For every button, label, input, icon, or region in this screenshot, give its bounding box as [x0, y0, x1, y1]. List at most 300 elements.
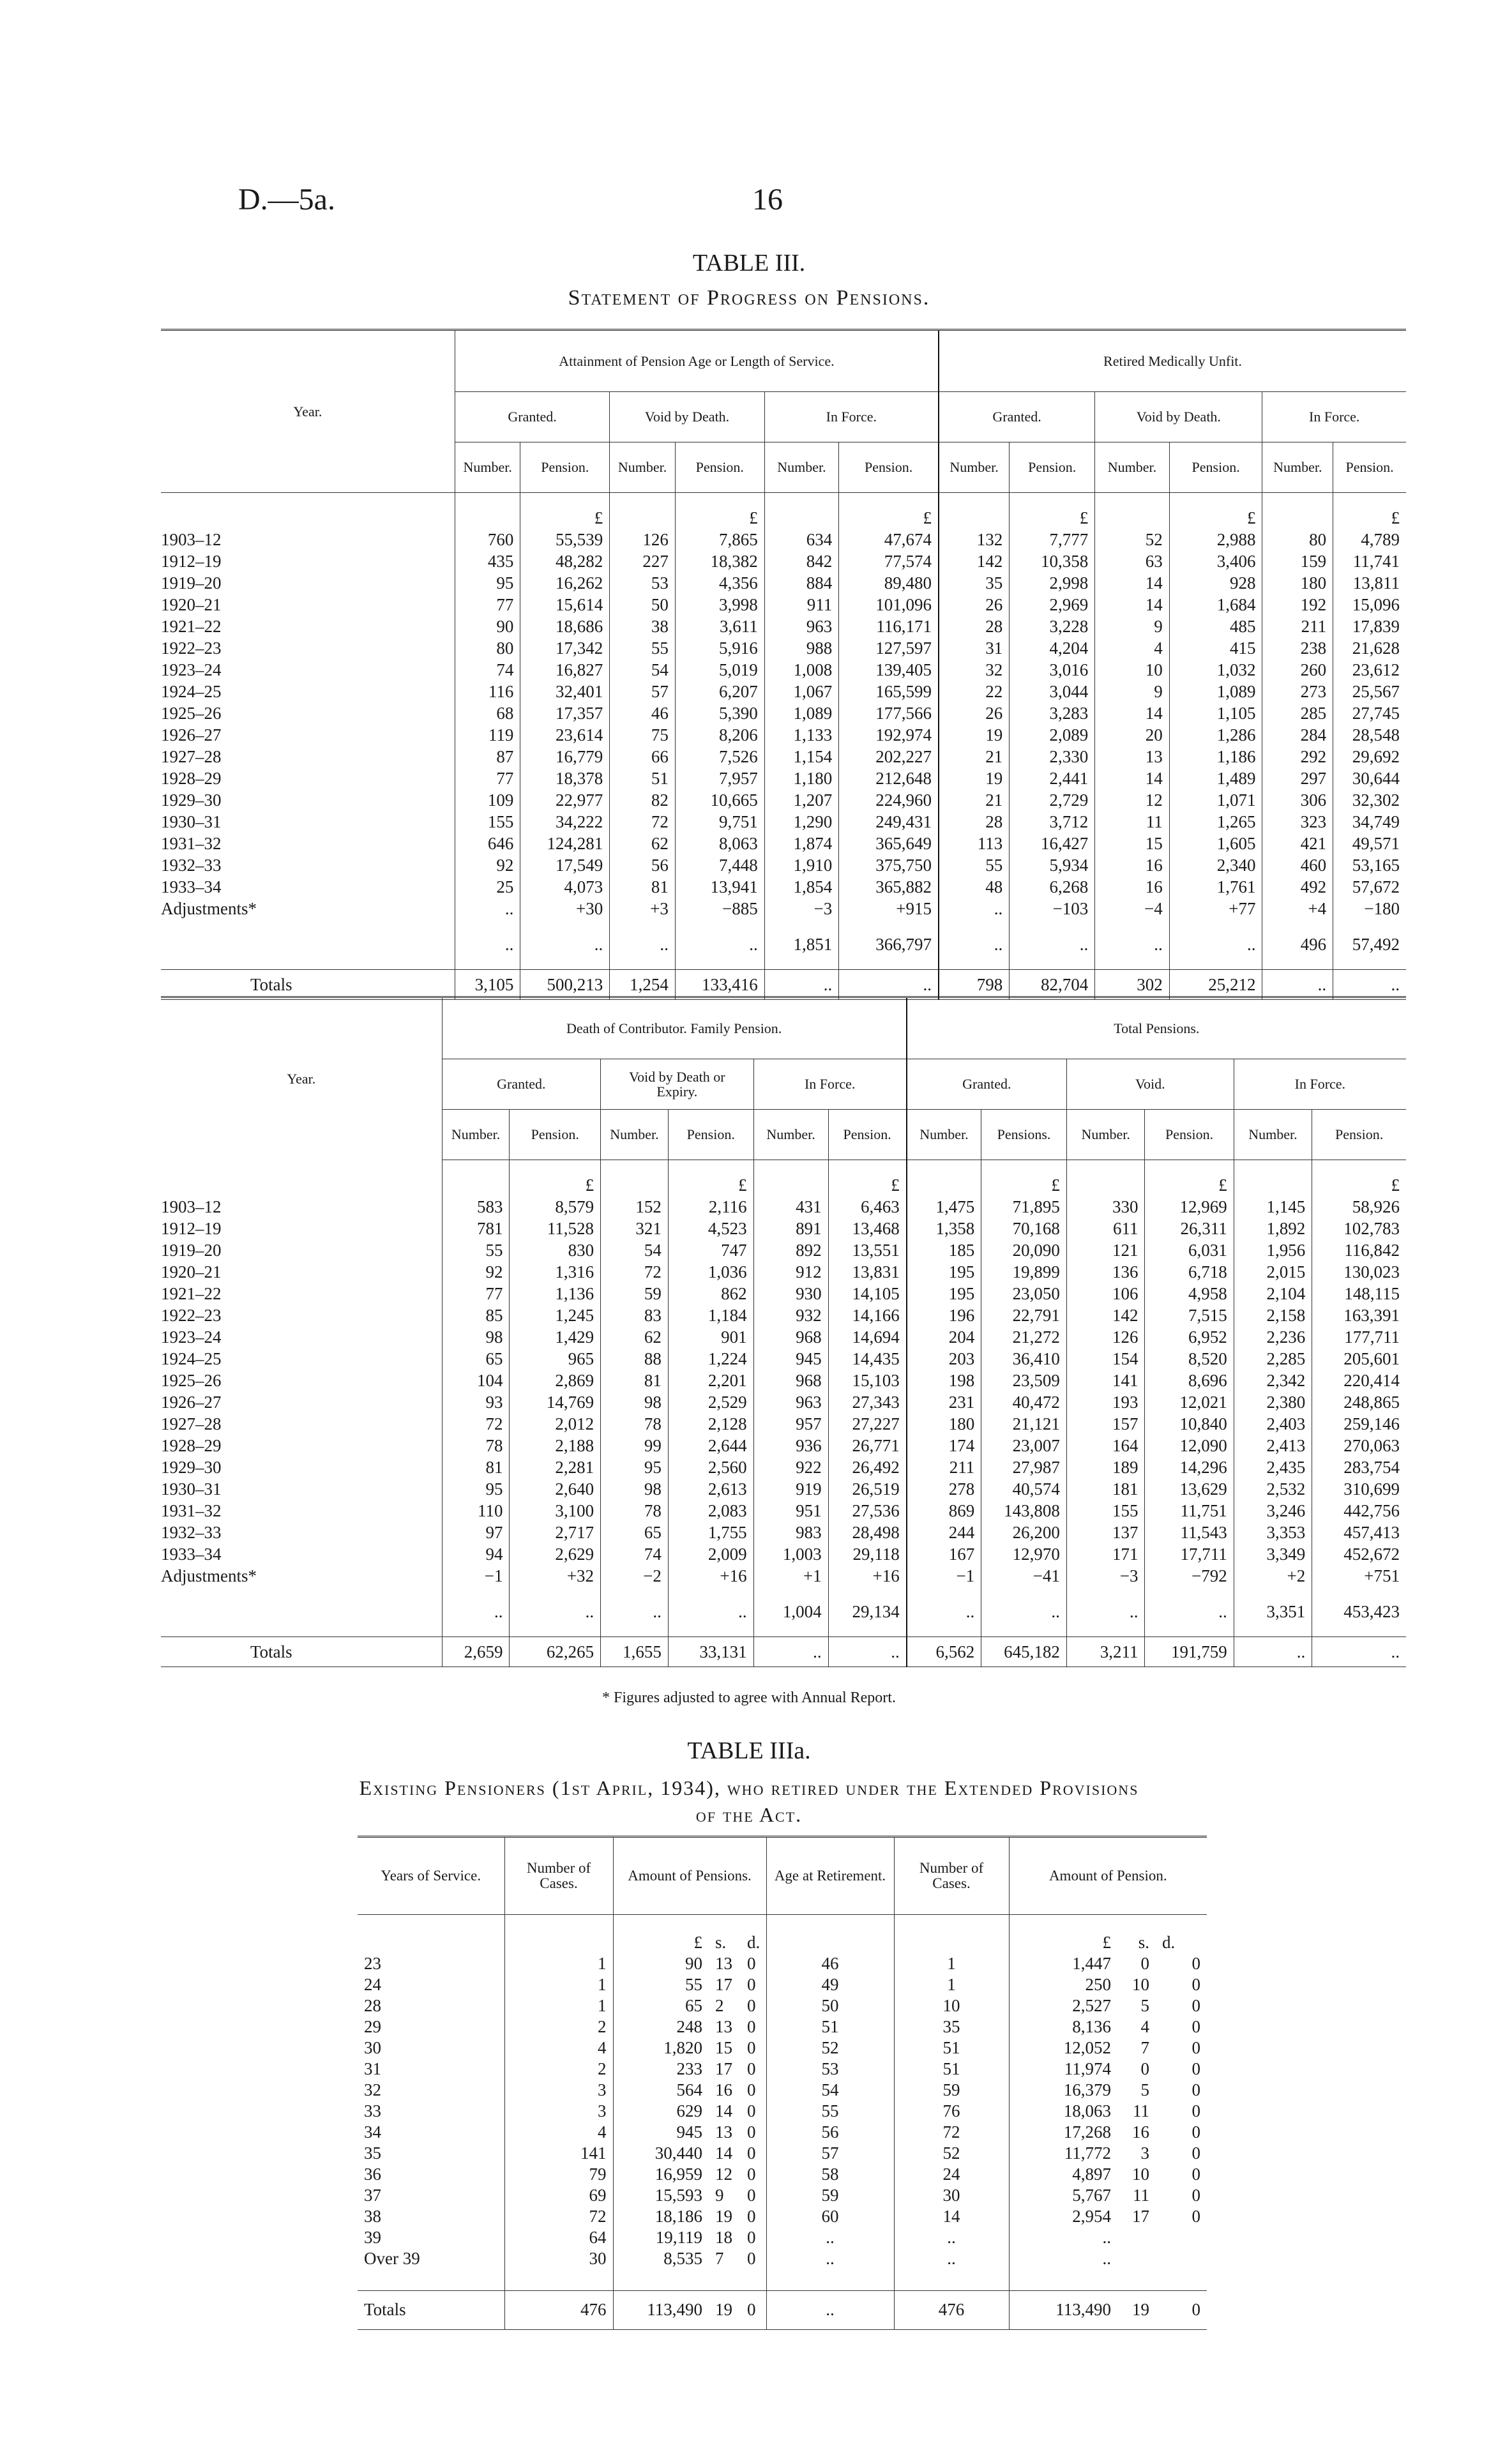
col-amount-of-pensions: Amount of Pensions. — [613, 1837, 766, 1915]
unit-pound: £ — [668, 1160, 753, 1197]
table-cell: 46 — [610, 702, 676, 724]
table-cell: .. — [894, 2227, 1009, 2248]
table-cell: 56 — [766, 2122, 894, 2143]
group-header-family-pension: Death of Contributor. Family Pension. — [442, 997, 907, 1059]
table-cell: 51 — [766, 2016, 894, 2037]
table-cell: 97 — [442, 1522, 510, 1543]
table-cell: 6,952 — [1145, 1326, 1234, 1348]
col-pension: Pension. — [828, 1110, 907, 1160]
table-cell — [1117, 2227, 1156, 2248]
table-cell: 1 — [504, 1953, 613, 1974]
table-cell: 963 — [753, 1391, 828, 1413]
table-cell: 59 — [894, 2080, 1009, 2101]
table3a-title: TABLE IIIa. — [687, 1737, 811, 1764]
table-cell: 212,648 — [839, 767, 939, 789]
table-cell: 15 — [715, 2037, 732, 2057]
table-cell: 957 — [753, 1413, 828, 1435]
table-cell: 4,204 — [1010, 637, 1095, 659]
table-cell: 4,897 — [1009, 2164, 1117, 2185]
table-cell: 92 — [455, 854, 520, 876]
subheader-inforce: In Force. — [1234, 1059, 1406, 1110]
table-cell: 3,611 — [675, 616, 764, 637]
table-cell: 181 — [1066, 1478, 1145, 1500]
subheader-granted: Granted. — [939, 392, 1095, 442]
table-cell: 51 — [610, 767, 676, 789]
table-row — [161, 572, 1406, 594]
table-cell: 14,296 — [1145, 1456, 1234, 1478]
table-cell: 1 — [504, 1995, 613, 2016]
table-cell: 19 — [1117, 2290, 1156, 2329]
table-cell: 629 — [613, 2101, 709, 2122]
table-cell: .. — [1066, 1601, 1145, 1622]
table-cell: 1,003 — [753, 1543, 828, 1565]
table-cell: 76 — [894, 2101, 1009, 2122]
table-cell: 211 — [1262, 616, 1333, 637]
table-cell: 136 — [1066, 1261, 1145, 1283]
table-cell: 15,103 — [828, 1370, 907, 1391]
table-cell: 152 — [601, 1196, 669, 1218]
table-cell: 33,131 — [668, 1637, 753, 1667]
table-cell: 16,427 — [1010, 833, 1095, 854]
table-cell: 121 — [1066, 1239, 1145, 1261]
table-cell: 244 — [907, 1522, 981, 1543]
table-cell: 4,789 — [1333, 529, 1406, 550]
unit-pound: £ — [520, 493, 610, 529]
table-cell: 14 — [1095, 594, 1170, 616]
table-row — [358, 2122, 1207, 2143]
table-row — [358, 2016, 1207, 2037]
unit-shilling: s. — [715, 1932, 727, 1952]
row-year: 1929–30 — [161, 1458, 222, 1477]
table-cell: 3 — [504, 2101, 613, 2122]
subheader-inforce: In Force. — [753, 1059, 907, 1110]
table-cell: 26,771 — [828, 1435, 907, 1456]
table-row — [161, 1326, 1406, 1348]
table-cell: 302 — [1095, 970, 1170, 1000]
table-cell: 8,579 — [510, 1196, 601, 1218]
table-cell: 435 — [455, 550, 520, 572]
table-cell: 159 — [1262, 550, 1333, 572]
table-cell: 57 — [766, 2143, 894, 2164]
table-cell: 259,146 — [1312, 1413, 1406, 1435]
table-cell: 104 — [442, 1370, 510, 1391]
table-cell: 25,212 — [1169, 970, 1262, 1000]
table-cell: 12,970 — [981, 1543, 1067, 1565]
subheader-granted: Granted. — [442, 1059, 600, 1110]
table-cell: .. — [510, 1601, 601, 1622]
col-number-of-cases: Number of Cases. — [504, 1837, 613, 1915]
document-reference: D.—5a. — [238, 183, 335, 216]
table-cell: 1,089 — [764, 702, 839, 724]
table-cell: 55 — [610, 637, 676, 659]
table-cell: 59 — [601, 1283, 669, 1304]
table-cell: 51 — [894, 2059, 1009, 2080]
table-cell: 202,227 — [839, 746, 939, 767]
row-year: 1933–34 — [161, 1545, 222, 1564]
table-cell: 1,820 — [613, 2037, 709, 2059]
table-cell: 2,435 — [1234, 1456, 1312, 1478]
table-cell: 10 — [1132, 2164, 1149, 2184]
table-cell: 0 — [747, 2059, 756, 2078]
table-cell: 2,158 — [1234, 1304, 1312, 1326]
table-cell: 220,414 — [1312, 1370, 1406, 1391]
table-cell: 62 — [601, 1326, 669, 1348]
table-cell: 19,899 — [981, 1261, 1067, 1283]
col-pension: Pension. — [668, 1110, 753, 1160]
table-cell: 23,050 — [981, 1283, 1067, 1304]
table-cell: 15,593 — [613, 2185, 709, 2206]
col-pension: Pension. — [1333, 442, 1406, 493]
table-cell: 24 — [894, 2164, 1009, 2185]
table3-subtitle: Statement of Progress on Pensions. — [568, 286, 930, 310]
table-cell: .. — [1262, 970, 1333, 1000]
col-number: Number. — [1234, 1110, 1312, 1160]
table-cell: 17 — [715, 1974, 732, 1994]
table-cell: 1,133 — [764, 724, 839, 746]
table-cell: 17,839 — [1333, 616, 1406, 637]
table-cell: .. — [766, 2227, 894, 2248]
table-row — [161, 1478, 1406, 1500]
table-cell: +16 — [668, 1565, 753, 1587]
table-row — [161, 789, 1406, 811]
table-cell: .. — [668, 1601, 753, 1622]
table-cell: 7,957 — [675, 767, 764, 789]
table-cell: 53 — [766, 2059, 894, 2080]
table-cell: 19 — [939, 724, 1010, 746]
table-cell: 98 — [601, 1478, 669, 1500]
table-cell: .. — [675, 933, 764, 955]
table-cell: 892 — [753, 1239, 828, 1261]
table-cell: 57,492 — [1333, 933, 1406, 955]
table-cell: 10,665 — [675, 789, 764, 811]
table-cell: 13,629 — [1145, 1478, 1234, 1500]
table-cell: 1,136 — [510, 1283, 601, 1304]
table-cell: 38 — [610, 616, 676, 637]
table-cell: 5,934 — [1010, 854, 1095, 876]
table-cell: .. — [1234, 1637, 1312, 1667]
table-cell: 78 — [601, 1500, 669, 1522]
table-cell: 55,539 — [520, 529, 610, 550]
table-cell: 26,200 — [981, 1522, 1067, 1543]
table-row — [161, 529, 1406, 550]
table-cell: 3,105 — [455, 970, 520, 1000]
table-cell: .. — [610, 933, 676, 955]
table-cell: 945 — [753, 1348, 828, 1370]
table-cell: 77,574 — [839, 550, 939, 572]
col-number: Number. — [939, 442, 1010, 493]
table-cell: 98 — [601, 1391, 669, 1413]
table-cell: 16,779 — [520, 746, 610, 767]
row-year: 1931–32 — [161, 834, 222, 853]
table-cell: −792 — [1145, 1565, 1234, 1587]
table-cell: 8,696 — [1145, 1370, 1234, 1391]
table-cell: 2,403 — [1234, 1413, 1312, 1435]
table-cell: 65 — [442, 1348, 510, 1370]
table-cell: 457,413 — [1312, 1522, 1406, 1543]
table-cell: 80 — [1262, 529, 1333, 550]
table-cell: 17,268 — [1009, 2122, 1117, 2143]
table-cell: 278 — [907, 1478, 981, 1500]
table-cell: 11,974 — [1009, 2059, 1117, 2080]
subheader-granted: Granted. — [455, 392, 609, 442]
table3a-extended-provisions — [358, 1836, 1207, 2330]
table-cell: +1 — [753, 1565, 828, 1587]
table-cell: .. — [939, 898, 1010, 919]
table-cell: 869 — [907, 1500, 981, 1522]
table-cell: 1,910 — [764, 854, 839, 876]
table-row — [161, 637, 1406, 659]
table-cell: 14,694 — [828, 1326, 907, 1348]
row-year: 1932–33 — [161, 856, 222, 875]
col-number: Number. — [1262, 442, 1333, 493]
table-cell: 4 — [1140, 2016, 1149, 2036]
table-cell: 2,998 — [1010, 572, 1095, 594]
table-cell: 3 — [504, 2080, 613, 2101]
table-cell: 26 — [939, 702, 1010, 724]
table-cell: 25,567 — [1333, 681, 1406, 702]
col-number: Number. — [442, 1110, 510, 1160]
table-cell: 119 — [455, 724, 520, 746]
table-cell: 14 — [715, 2101, 732, 2120]
table-cell: 0 — [1192, 2016, 1201, 2036]
table-cell: 901 — [668, 1326, 753, 1348]
row-year: 1923–24 — [161, 1327, 222, 1347]
row-year: 1925–26 — [161, 1371, 222, 1390]
table-cell: 116,842 — [1312, 1239, 1406, 1261]
row-year: 1920–21 — [161, 595, 222, 614]
table-cell: 18,378 — [520, 767, 610, 789]
table-row — [358, 2143, 1207, 2164]
table-row — [161, 616, 1406, 637]
table-cell: 28 — [939, 616, 1010, 637]
table-row — [161, 1522, 1406, 1543]
table-cell: −885 — [675, 898, 764, 919]
table-row — [161, 1239, 1406, 1261]
table-cell: 18,686 — [520, 616, 610, 637]
table-cell: 2,236 — [1234, 1326, 1312, 1348]
table-cell: 2,954 — [1009, 2206, 1117, 2227]
table3a-subtitle-line2: of the Act. — [695, 1803, 803, 1826]
col-pension: Pension. — [1312, 1110, 1406, 1160]
row-years: 30 — [364, 2037, 381, 2057]
table-cell: 65 — [613, 1995, 709, 2016]
table-row — [161, 1348, 1406, 1370]
table-cell: 1,186 — [1169, 746, 1262, 767]
table-cell: 1,358 — [907, 1218, 981, 1239]
table-cell: 2,089 — [1010, 724, 1095, 746]
table-cell: 85 — [442, 1304, 510, 1326]
table-cell: 21 — [939, 789, 1010, 811]
table-cell: 2,560 — [668, 1456, 753, 1478]
table-row — [161, 854, 1406, 876]
table-cell: 1,180 — [764, 767, 839, 789]
table-cell: 2,629 — [510, 1543, 601, 1565]
table-cell: 2,659 — [442, 1637, 510, 1667]
table-cell: .. — [442, 1601, 510, 1622]
row-year: 1925–26 — [161, 704, 222, 723]
table-cell: 130,023 — [1312, 1261, 1406, 1283]
table-cell: 1,067 — [764, 681, 839, 702]
table-cell: 95 — [601, 1456, 669, 1478]
subheader-inforce: In Force. — [764, 392, 939, 442]
row-years: 24 — [364, 1974, 381, 1994]
table-cell: 27,745 — [1333, 702, 1406, 724]
table-row — [358, 2227, 1207, 2248]
table-cell: 297 — [1262, 767, 1333, 789]
col-number: Number. — [764, 442, 839, 493]
table-cell: 16 — [1095, 854, 1170, 876]
table-cell: 965 — [510, 1348, 601, 1370]
unit-pound: £ — [1312, 1160, 1406, 1197]
table-row — [161, 767, 1406, 789]
table-cell: −1 — [442, 1565, 510, 1587]
table-cell: 4 — [504, 2122, 613, 2143]
table-row — [161, 833, 1406, 854]
row-year: 1931–32 — [161, 1501, 222, 1520]
table-cell: 1,851 — [764, 933, 839, 955]
table-cell: 442,756 — [1312, 1500, 1406, 1522]
unit-pound: £ — [510, 1160, 601, 1197]
totals-row — [161, 970, 1406, 1000]
subheader-void: Void. — [1066, 1059, 1234, 1110]
row-year: 1903–12 — [161, 530, 222, 549]
table-cell: .. — [1169, 933, 1262, 955]
table-cell: 81 — [442, 1456, 510, 1478]
table-cell: 3,351 — [1234, 1601, 1312, 1622]
table-cell: 500,213 — [520, 970, 610, 1000]
table-cell: 8,206 — [675, 724, 764, 746]
table-cell: 496 — [1262, 933, 1333, 955]
table-cell: 912 — [753, 1261, 828, 1283]
row-year: 1912–19 — [161, 1219, 222, 1238]
table-cell: 1,447 — [1009, 1953, 1117, 1974]
table-row — [161, 1304, 1406, 1326]
table-cell: 55 — [766, 2101, 894, 2122]
table-cell: 2,441 — [1010, 767, 1095, 789]
col-pension: Pension. — [675, 442, 764, 493]
table-cell: 49,571 — [1333, 833, 1406, 854]
table-cell: 2,009 — [668, 1543, 753, 1565]
table-cell: 460 — [1262, 854, 1333, 876]
table-cell: 1,071 — [1169, 789, 1262, 811]
table-row — [358, 2059, 1207, 2080]
table-cell: 95 — [455, 572, 520, 594]
year-header: Year. — [287, 1071, 316, 1087]
table-cell: 564 — [613, 2080, 709, 2101]
table-cell: 12,052 — [1009, 2037, 1117, 2059]
table-cell: .. — [766, 2290, 894, 2329]
table-cell: 113 — [939, 833, 1010, 854]
table-cell: 0 — [741, 2290, 766, 2329]
table-cell: +3 — [610, 898, 676, 919]
table-cell: .. — [1145, 1601, 1234, 1622]
table-cell: 28,498 — [828, 1522, 907, 1543]
table-cell: 1,655 — [601, 1637, 669, 1667]
table-cell: 6,562 — [907, 1637, 981, 1667]
table-cell: 30,440 — [613, 2143, 709, 2164]
col-pensions: Pensions. — [981, 1110, 1067, 1160]
table-cell: 330 — [1066, 1196, 1145, 1218]
unit-pound: £ — [1010, 493, 1095, 529]
table-cell: 72 — [610, 811, 676, 833]
table-row — [358, 2080, 1207, 2101]
table-cell: 2,083 — [668, 1500, 753, 1522]
table-cell: 87 — [455, 746, 520, 767]
table-cell: 78 — [442, 1435, 510, 1456]
table-cell: 14,769 — [510, 1391, 601, 1413]
table-cell: 30,644 — [1333, 767, 1406, 789]
table-cell: .. — [455, 933, 520, 955]
table-cell: 0 — [1192, 2143, 1201, 2163]
group-header-attainment: Attainment of Pension Age or Length of Service. — [455, 330, 939, 392]
table-row — [161, 702, 1406, 724]
row-year: 1928–29 — [161, 1436, 222, 1455]
table-cell: 2,104 — [1234, 1283, 1312, 1304]
table-cell: .. — [1333, 970, 1406, 1000]
table-cell: +77 — [1169, 898, 1262, 919]
table-cell: 2,128 — [668, 1413, 753, 1435]
table-cell: 13,941 — [675, 876, 764, 898]
table-cell: 611 — [1066, 1218, 1145, 1239]
table-cell: 4 — [504, 2037, 613, 2059]
table-cell: 2,527 — [1009, 1995, 1117, 2016]
table-cell: 18,382 — [675, 550, 764, 572]
table-cell: 59 — [766, 2185, 894, 2206]
table-cell: 968 — [753, 1370, 828, 1391]
table-cell: 1,036 — [668, 1261, 753, 1283]
table-cell: 77 — [455, 594, 520, 616]
table-cell: 310,699 — [1312, 1478, 1406, 1500]
table-cell: 101,096 — [839, 594, 939, 616]
table-cell: +2 — [1234, 1565, 1312, 1587]
table-cell: +16 — [828, 1565, 907, 1587]
table-cell: 139,405 — [839, 659, 939, 681]
table-row — [358, 2164, 1207, 2185]
table-cell: 195 — [907, 1261, 981, 1283]
table-cell: 0 — [747, 1995, 756, 2015]
table-cell: 0 — [747, 2206, 756, 2226]
table-cell: 485 — [1169, 616, 1262, 637]
table-cell: 25 — [455, 876, 520, 898]
table-row — [161, 1500, 1406, 1522]
table-cell: 1,089 — [1169, 681, 1262, 702]
balance-row — [161, 933, 1406, 955]
table-cell: 366,797 — [839, 933, 939, 955]
table-cell: 55 — [613, 1974, 709, 1995]
col-pension: Pension. — [1145, 1110, 1234, 1160]
table-cell: 233 — [613, 2059, 709, 2080]
table-cell: 988 — [764, 637, 839, 659]
table-cell — [1156, 2248, 1207, 2269]
table-cell: 141 — [504, 2143, 613, 2164]
table-cell: 3,406 — [1169, 550, 1262, 572]
table-cell: .. — [894, 2248, 1009, 2269]
row-year: 1919–20 — [161, 573, 222, 593]
table-cell: 54 — [610, 659, 676, 681]
row-year: 1928–29 — [161, 769, 222, 788]
table-cell: 0 — [747, 1953, 756, 1973]
table-cell: 19 — [939, 767, 1010, 789]
table-cell: .. — [907, 1601, 981, 1622]
table-cell: 224,960 — [839, 789, 939, 811]
col-number: Number. — [610, 442, 676, 493]
table-cell: 321 — [601, 1218, 669, 1239]
table-cell: 1,290 — [764, 811, 839, 833]
table-row — [358, 1995, 1207, 2016]
table-cell: 16,827 — [520, 659, 610, 681]
table-cell: 951 — [753, 1500, 828, 1522]
table-cell: 9 — [1095, 681, 1170, 702]
